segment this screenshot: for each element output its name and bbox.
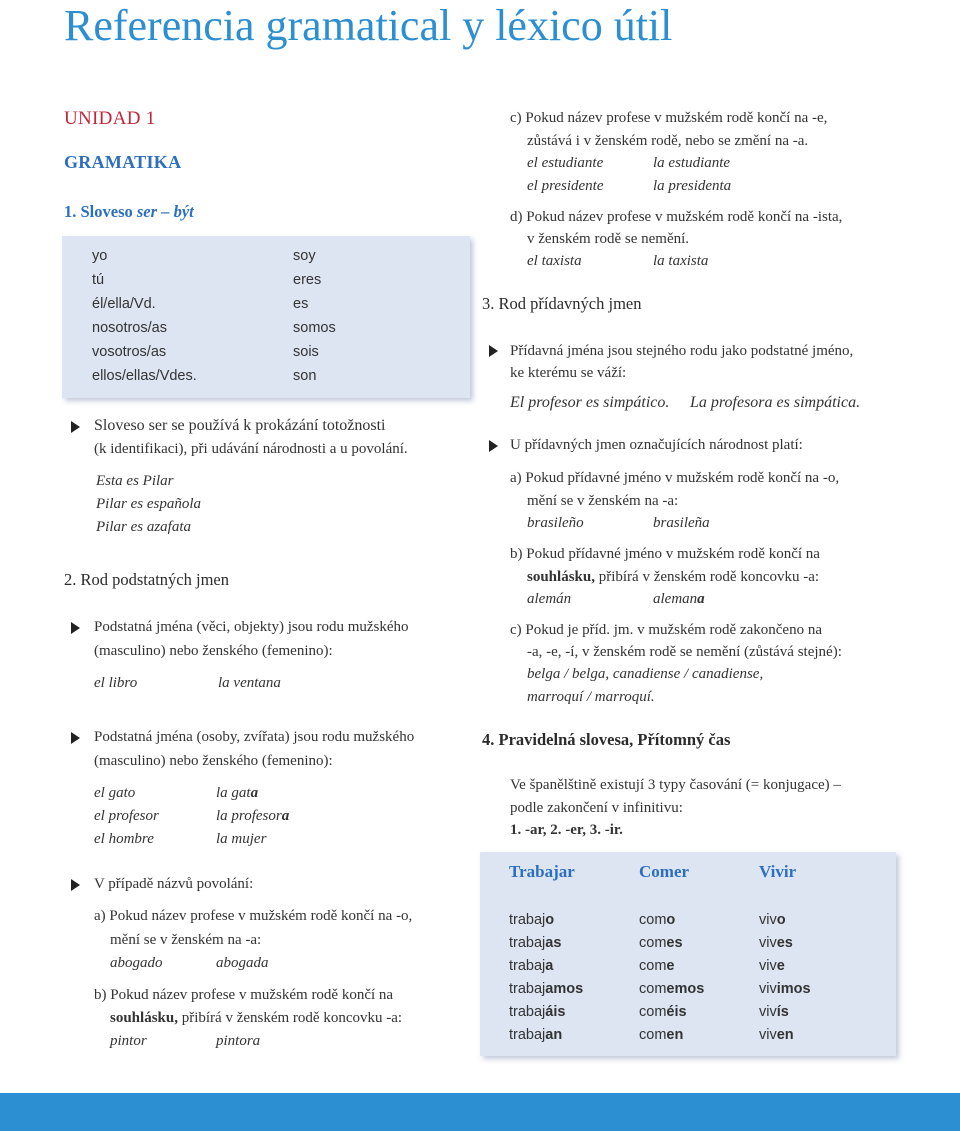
ending: amos [545, 981, 584, 997]
example-fem: la presidenta [653, 178, 732, 194]
heading-text: 1. Sloveso [64, 202, 137, 221]
section-label: GRAMATIKA [64, 152, 182, 172]
ending: o [545, 912, 555, 928]
ending: en [776, 1027, 794, 1043]
section-2-heading: 2. Rod podstatných jmen [64, 570, 229, 589]
example-line: marroquí / marroquí. [527, 689, 655, 705]
ending: e [666, 958, 675, 974]
conj-form: soy [293, 248, 316, 264]
rule-c-line2: zůstává i v ženském rodě, nebo se změní na -a. [527, 133, 809, 149]
example: El profesor es simpático. [510, 394, 670, 411]
example-masc: el libro [94, 675, 138, 691]
example-fem: brasileña [653, 515, 710, 531]
rule-a-line2: mění se v ženském na -a: [110, 932, 262, 948]
conj-form: sois [293, 344, 319, 360]
stem: trabaj [509, 981, 546, 997]
conj-form: es [293, 296, 309, 312]
text: se používá k prokázání totožnosti [167, 417, 386, 434]
ending: ís [776, 1004, 789, 1020]
verb-form [759, 981, 811, 997]
verb-form [759, 935, 793, 951]
conj-form: son [293, 368, 317, 384]
example-masc: el taxista [527, 253, 582, 269]
stem: com [639, 981, 667, 997]
ending: es [666, 935, 683, 951]
verb-conjugation-table [480, 852, 896, 1056]
conj-form: somos [293, 320, 336, 336]
verb-form [509, 981, 583, 997]
verb-form [509, 1004, 565, 1020]
verb-form [759, 1004, 789, 1020]
example-masc: alemán [527, 591, 572, 607]
stem: trabaj [509, 1004, 546, 1020]
example: La profesora es simpática. [690, 394, 861, 411]
adjectives-line1: Přídavná jména jsou stejného rodu jako podstatné jméno, [510, 343, 854, 359]
stem: viv [759, 1004, 777, 1020]
example-fem: la taxista [653, 253, 709, 269]
ending: emos [666, 981, 705, 997]
verb-form [639, 958, 674, 974]
rule-d-line2: v ženském rodě se nemění. [527, 231, 690, 247]
stem: com [639, 1004, 667, 1020]
stem: aleman [653, 591, 698, 607]
stem: com [639, 958, 667, 974]
rule-b-line1: b) Pokud přídavné jméno v mužském rodě končí na [510, 546, 820, 562]
ending: an [545, 1027, 563, 1043]
unit-label: UNIDAD 1 [64, 108, 156, 129]
ending: a [250, 785, 259, 801]
ending: a [697, 591, 705, 607]
example: Pilar es azafata [96, 519, 192, 535]
verb-form [759, 958, 785, 974]
stem: com [639, 1027, 667, 1043]
bullet-arrow-icon [489, 345, 498, 357]
ending: e [776, 958, 785, 974]
verb-form [509, 935, 561, 951]
example-masc: el gato [94, 785, 136, 801]
stem: viv [759, 981, 777, 997]
column-header-trabajar: Trabajar [509, 862, 575, 881]
heading-suffix: – být [157, 202, 194, 221]
ending: imos [776, 981, 811, 997]
ending: a [545, 958, 554, 974]
example-masc: el estudiante [527, 155, 604, 171]
rule-b-line1: b) Pokud název profese v mužském rodě končí na [94, 987, 394, 1003]
stem: viv [759, 958, 777, 974]
example-masc: el hombre [94, 831, 154, 847]
example-line: belga / belga, canadiense / canadiense, [527, 666, 764, 682]
conj-person: ellos/ellas/Vdes. [92, 368, 197, 384]
professions-intro: V případě názvů povolání: [94, 876, 254, 892]
text: přibírá v ženském rodě koncovku -a: [594, 569, 820, 585]
ending: éis [666, 1004, 687, 1020]
ending: o [776, 912, 786, 928]
verb-form [509, 958, 553, 974]
text: přibírá v ženském rodě koncovku -a: [177, 1010, 403, 1026]
verb-form [509, 1027, 562, 1043]
ending: áis [545, 1004, 566, 1020]
bullet-arrow-icon [71, 622, 80, 634]
conj-person: vosotros/as [92, 344, 167, 360]
stem: viv [759, 912, 777, 928]
stem: trabaj [509, 935, 546, 951]
stem: trabaj [509, 1027, 546, 1043]
conj-person: él/ella/Vd. [92, 296, 156, 312]
example-masc: pintor [110, 1033, 147, 1049]
example-masc: brasileño [527, 515, 584, 531]
ending: es [776, 935, 793, 951]
conj-person: yo [92, 248, 108, 264]
conj-form: eres [293, 272, 322, 288]
ser-word: ser [148, 417, 168, 434]
ending: a [281, 808, 290, 824]
example: Pilar es española [96, 496, 201, 512]
conjugation-intro-line3: 1. -ar, 2. -er, 3. -ir. [510, 822, 623, 838]
rule-d-line1: d) Pokud název profese v mužském rodě končí na -ista, [510, 209, 843, 225]
example-fem [216, 782, 258, 804]
verb-form [639, 1027, 683, 1043]
conj-person: nosotros/as [92, 320, 167, 336]
rule-b-line2 [527, 566, 819, 588]
example-fem [216, 805, 289, 827]
nationality-intro: U přídavných jmen označujících národnost platí: [510, 437, 803, 453]
conjugation-intro-line1: Ve španělštině existují 3 typy časování (= konjugace) – [510, 777, 841, 793]
verb-form [639, 912, 675, 928]
column-header-vivir: Vivir [759, 862, 797, 881]
verb-form [639, 981, 704, 997]
nouns-people-line1: Podstatná jména (osoby, zvířata) jsou rodu mužského [94, 729, 415, 745]
section-1-heading [64, 202, 194, 222]
example-masc: abogado [110, 955, 163, 971]
nouns-things-line1: Podstatná jména (věci, objekty) jsou rodu mužského [94, 619, 409, 635]
verb-form [639, 935, 683, 951]
section-4-heading: 4. Pravidelná slovesa, Přítomný čas [482, 730, 731, 749]
example-masc: el profesor [94, 808, 159, 824]
section-3-heading: 3. Rod přídavných jmen [482, 294, 642, 313]
stem: trabaj [509, 912, 546, 928]
stem: la gat [216, 785, 251, 801]
adjectives-line2: ke kterému se váží: [510, 365, 627, 381]
stem: viv [759, 935, 777, 951]
stem: com [639, 935, 667, 951]
column-header-comer: Comer [639, 862, 690, 881]
ending: o [666, 912, 676, 928]
bold-word: souhlásku, [527, 569, 595, 585]
stem: la mujer [216, 831, 267, 847]
verb-form [759, 912, 786, 928]
rule-c-line1: c) Pokud je příd. jm. v mužském rodě zakončeno na [510, 622, 822, 638]
bullet-arrow-icon [71, 879, 80, 891]
example-fem [653, 588, 705, 610]
bullet-arrow-icon [71, 732, 80, 744]
verb-form [759, 1027, 794, 1043]
bold-word: souhlásku, [110, 1010, 178, 1026]
conj-person: tú [92, 272, 105, 288]
verb-form [509, 912, 554, 928]
example: Esta es Pilar [96, 473, 174, 489]
conjugation-intro-line2: podle zakončení v infinitivu: [510, 800, 683, 816]
example-fem: la ventana [218, 675, 281, 691]
ser-conjugation-box [62, 236, 470, 398]
verb-form [639, 1004, 687, 1020]
rule-c-line1: c) Pokud název profese v mužském rodě končí na -e, [510, 110, 828, 126]
ser-usage-line1 [94, 415, 386, 437]
page-title: Referencia gramatical y léxico útil [64, 1, 673, 50]
nouns-things-line2: (masculino) nebo ženského (femenino): [94, 643, 333, 659]
stem: la profesor [216, 808, 282, 824]
rule-a-line1: a) Pokud přídavné jméno v mužském rodě končí na -o, [510, 470, 840, 486]
ser-usage-line2: (k identifikaci), při udávání národnosti a u povolání. [94, 441, 408, 457]
footer-bar [0, 1093, 960, 1131]
example-fem: la estudiante [653, 155, 731, 171]
example-fem [216, 828, 266, 850]
stem: viv [759, 1027, 777, 1043]
bullet-arrow-icon [71, 421, 80, 433]
stem: trabaj [509, 958, 546, 974]
rule-a-line1: a) Pokud název profese v mužském rodě končí na -o, [94, 908, 413, 924]
rule-b-line2 [110, 1007, 402, 1029]
example-masc: el presidente [527, 178, 604, 194]
rule-c-line2: -a, -e, -í, v ženském rodě se nemění (zůstává stejné): [527, 644, 842, 660]
text: Sloveso [94, 417, 149, 434]
rule-a-line2: mění se v ženském na -a: [527, 493, 679, 509]
heading-ser: ser [136, 202, 158, 221]
example-fem: abogada [216, 955, 269, 971]
bullet-arrow-icon [489, 440, 498, 452]
example-fem: pintora [216, 1033, 261, 1049]
nouns-people-line2: (masculino) nebo ženského (femenino): [94, 753, 333, 769]
ending: en [666, 1027, 684, 1043]
stem: com [639, 912, 667, 928]
ending: as [545, 935, 562, 951]
